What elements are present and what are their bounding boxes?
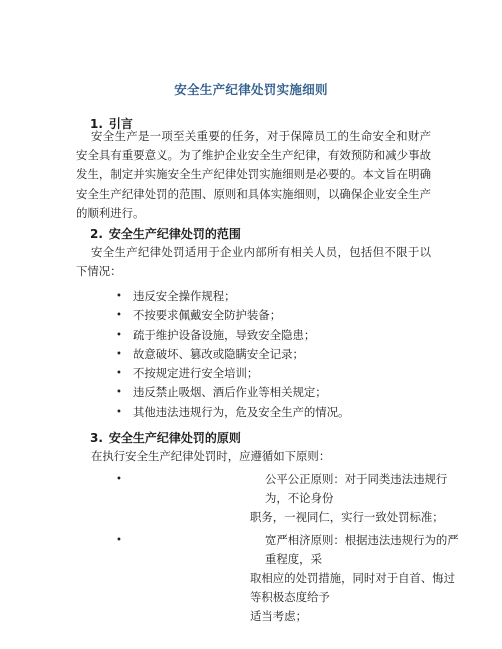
bullet-icon: • (116, 387, 122, 399)
section-3-paragraph: 在执行安全生产纪律处罚时，应遵循如下原则： (91, 449, 331, 463)
bullet-icon: • (116, 329, 122, 341)
bullet-icon: • (116, 368, 122, 380)
section-2-paragraph: 安全生产纪律处罚适用于企业内部所有相关人员，包括但不限于以下情况： (76, 245, 431, 279)
bullet-icon: • (116, 310, 122, 322)
bullet-icon: • (116, 534, 122, 546)
section-3-number: 3. (90, 431, 103, 445)
bullet-icon: • (116, 291, 122, 302)
section-1-title: 引言 (108, 117, 133, 131)
document-title: 安全生产纪律处罚实施细则 (174, 82, 328, 97)
list-item: • 公平公正原则：对于同类违法违规行为，不论身份 职务，一视同仁，实行一致处罚标准； (116, 472, 448, 525)
list-item: • 疏于维护设备设施，导致安全隐患； (0, 326, 433, 345)
list-item: • 故意破坏、篡改或隐瞒安全记录； (0, 345, 433, 364)
section-1-number: 1. (90, 117, 103, 131)
list-item: • 不按规定进行安全培训； (0, 364, 433, 383)
section-2-number: 2. (90, 227, 103, 241)
scope-list (0, 287, 433, 422)
section-3-heading (90, 429, 241, 446)
list-item: • 违反禁止吸烟、酒后作业等相关规定； (0, 383, 433, 402)
bullet-icon: • (116, 406, 122, 418)
bullet-icon: • (116, 474, 122, 485)
list-item: • 宽严相济原则：根据违法违规行为的严重程度，采 取相应的处罚措施，同时对于自首、悔过等积极态度给予 适当考虑； (116, 532, 459, 624)
section-2-heading (90, 225, 241, 242)
section-2-title: 安全生产纪律处罚的范围 (108, 227, 241, 241)
list-item: • 不按要求佩戴安全防护装备； (0, 306, 433, 325)
list-item: • 违反安全操作规程； (0, 287, 433, 306)
section-1-paragraph: 安全生产是一项至关重要的任务，对于保障员工的生命安全和财产安全具有重要意义。为了维护企业安全生产纪律，有效预防和减少事故发生，制定并实施安全生产纪律处罚实施细则是必要的。本文旨在明确安全生产纪律处罚的范围、原则和具体实施细则，以确保企业安全生产的顺利进行。 (76, 129, 431, 220)
principles-list (0, 470, 463, 630)
list-item: • 其他违法违规行为，危及安全生产的情况。 (0, 403, 433, 422)
bullet-icon: • (116, 348, 122, 360)
section-3-title: 安全生产纪律处罚的原则 (108, 431, 241, 445)
